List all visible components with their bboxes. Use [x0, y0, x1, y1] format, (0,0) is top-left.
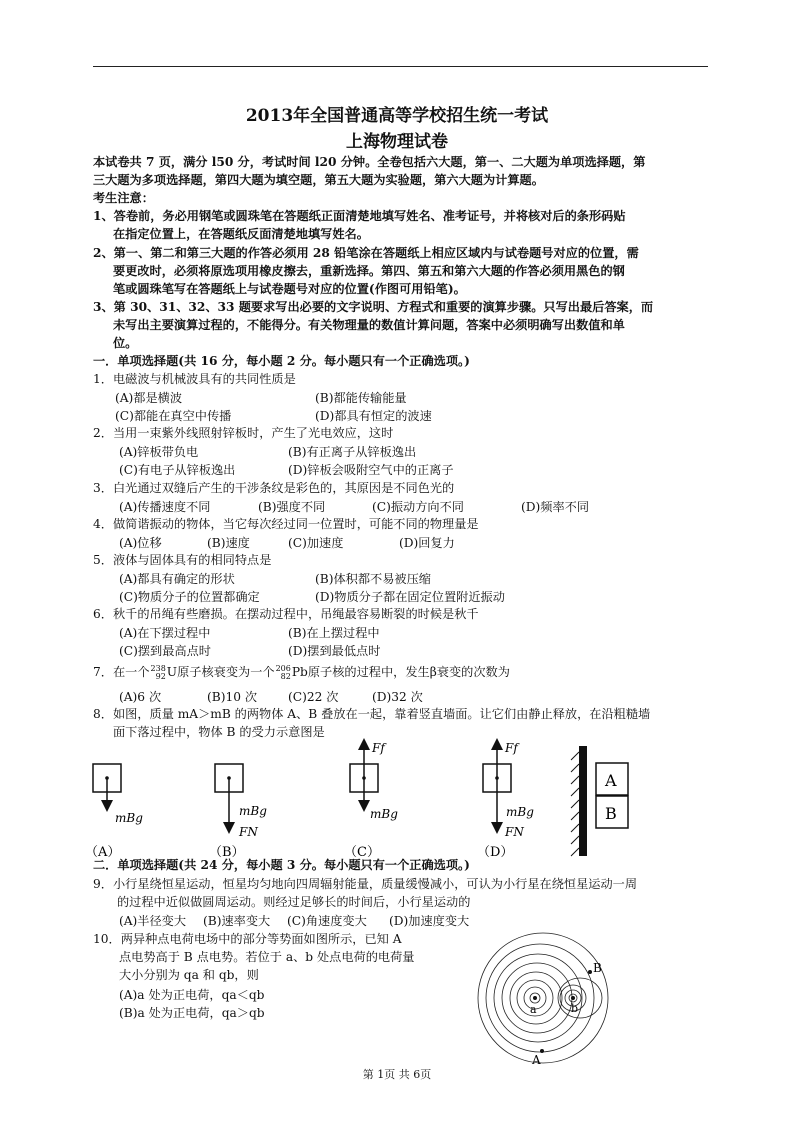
question-stem: 5．液体与固体具有的相同特点是: [93, 553, 272, 567]
option-a[interactable]: (A)都是横波: [115, 391, 183, 405]
question-stem: 7．在一个238 92U原子核衰变为一个206 82Pb原子核的过程中，发生β衰变的次数为: [93, 663, 510, 681]
intro-line: 3、第 30、31、32、33 题要求写出必要的文字说明、方程式和重要的演算步骤。只写出最后答案，而: [93, 300, 654, 314]
intro-line: 未写出主要演算过程的，不能得分。有关物理量的数值计算问题，答案中必须明确写出数值和单: [113, 318, 625, 332]
option-a[interactable]: (A)传播速度不同: [119, 500, 211, 514]
wall-blocks-figure: [571, 746, 628, 856]
option-a[interactable]: (A)位移: [119, 536, 162, 550]
question-stem: 8．如图，质量 mA＞mB 的两物体 A、B 叠放在一起，靠着竖直墙面。让它们由静止释放，在沿粗糙墙: [93, 707, 651, 721]
question-stem: 面下落过程中，物体 B 的受力示意图是: [113, 725, 325, 739]
intro-line: 本试卷共 7 页，满分 l50 分，考试时间 l20 分钟。全卷包括六大题，第一、二大题为单项选择题，第: [93, 155, 646, 169]
svg-text:FN: FN: [505, 825, 524, 839]
option-a[interactable]: (A)在下摆过程中: [119, 626, 211, 640]
question-stem: 9．小行星绕恒星运动，恒星均匀地向四周辐射能量，质量缓慢减小，可认为小行星在绕恒星运动一周: [93, 877, 638, 891]
intro-line: 要更改时，必须将原选项用橡皮擦去，重新选择。第四、第五和第六大题的作答必须用黑色的钢: [113, 264, 625, 278]
svg-text:a: a: [530, 1003, 537, 1016]
option-b[interactable]: (B)有正离子从锌板逸出: [288, 445, 417, 459]
question-stem: 6．秋千的吊绳有些磨损。在摆动过程中，吊绳最容易断裂的时候是秋千: [93, 607, 479, 621]
option-d[interactable]: (D)锌板会吸附空气中的正离子: [288, 463, 454, 477]
question-stem: 4．做简谐振动的物体，当它每次经过同一位置时，可能不同的物理量是: [93, 517, 479, 531]
svg-text:B: B: [593, 961, 602, 975]
question-stem: 的过程中近似做圆周运动。则经过足够长的时间后，小行星运动的: [117, 895, 471, 909]
nuclide-u-indices: 238 92: [150, 663, 166, 681]
option-a[interactable]: (A)a 处为正电荷，qa＜qb: [119, 988, 265, 1002]
option-b[interactable]: (B)a 处为正电荷，qa＞qb: [119, 1006, 265, 1020]
option-b[interactable]: (B)在上摆过程中: [288, 626, 380, 640]
equipotential-figure: [460, 926, 640, 1066]
diagram-b[interactable]: [209, 764, 267, 858]
option-a[interactable]: (A)6 次: [119, 690, 162, 704]
svg-text:（A）: （A）: [85, 845, 121, 858]
svg-text:mBg: mBg: [370, 807, 398, 821]
svg-text:A: A: [532, 1053, 541, 1066]
intro-line: 位。: [113, 336, 138, 350]
option-c[interactable]: (C)有电子从锌板逸出: [119, 463, 236, 477]
nuclide-pb-indices: 206 82: [275, 663, 291, 681]
question-stem: 2．当用一束紫外线照射锌板时，产生了光电效应，这时: [93, 426, 394, 440]
option-d[interactable]: (D)频率不同: [521, 500, 590, 514]
option-c[interactable]: (C)22 次: [288, 690, 339, 704]
svg-text:Ff: Ff: [372, 741, 385, 755]
option-b[interactable]: (B)速度: [207, 536, 250, 550]
option-c[interactable]: (C)角速度变大: [287, 914, 367, 928]
exam-title: 2013年全国普通高等学校招生统一考试: [245, 106, 549, 126]
intro-line: 在指定位置上，在答题纸反面清楚地填写姓名。: [113, 227, 369, 241]
question-stem: 10．两异种点电荷电场中的部分等势面如图所示，已知 A: [93, 932, 402, 946]
question-stem: 1．电磁波与机械波具有的共同性质是: [93, 372, 296, 386]
svg-text:b: b: [571, 1002, 579, 1015]
svg-text:FN: FN: [239, 825, 258, 839]
svg-text:mBg: mBg: [239, 804, 267, 818]
question-stem: 3．白光通过双缝后产生的干涉条纹是彩色的，其原因是不同色光的: [93, 481, 455, 495]
option-c[interactable]: (C)物质分子的位置都确定: [119, 590, 260, 604]
section-heading: 二．单项选择题(共 24 分，每小题 3 分。每小题只有一个正确选项。): [93, 858, 470, 872]
force-diagrams: [85, 738, 645, 858]
option-b[interactable]: (B)体积都不易被压缩: [315, 572, 431, 586]
option-d[interactable]: (D)回复力: [399, 536, 455, 550]
option-d[interactable]: (D)都具有恒定的波速: [315, 409, 432, 423]
page-footer: 第 1页 共 6页: [362, 1068, 432, 1081]
option-a[interactable]: (A)锌板带负电: [119, 445, 199, 459]
option-b[interactable]: (B)强度不同: [258, 500, 326, 514]
diagram-a[interactable]: [85, 764, 143, 858]
intro-line: 笔或圆珠笔写在答题纸上与试卷题号对应的位置(作图可用铅笔)。: [113, 282, 466, 296]
intro-line: 三大题为多项选择题，第四大题为填空题，第五大题为实验题，第六大题为计算题。: [93, 173, 544, 187]
option-b[interactable]: (B)10 次: [207, 690, 258, 704]
option-b[interactable]: (B)速率变大: [203, 914, 271, 928]
option-c[interactable]: (C)加速度: [288, 536, 344, 550]
exam-subtitle: 上海物理试卷: [346, 132, 448, 152]
question-stem: 大小分别为 qa 和 qb，则: [119, 968, 259, 982]
option-d[interactable]: (D)加速度变大: [389, 914, 470, 928]
option-c[interactable]: (C)都能在真空中传播: [115, 409, 232, 423]
svg-text:（B）: （B）: [209, 845, 245, 858]
option-d[interactable]: (D)摆到最低点时: [288, 644, 381, 658]
svg-text:mBg: mBg: [506, 805, 534, 819]
svg-text:B: B: [605, 804, 617, 823]
option-d[interactable]: (D)32 次: [372, 690, 423, 704]
option-a[interactable]: (A)都具有确定的形状: [119, 572, 235, 586]
svg-text:A: A: [605, 771, 617, 790]
option-a[interactable]: (A)半径变大: [119, 914, 187, 928]
intro-line: 考生注意：: [93, 191, 154, 205]
question-stem: 点电势高于 B 点电势。若位于 a、b 处点电荷的电荷量: [119, 950, 415, 964]
diagram-c[interactable]: [344, 741, 398, 858]
option-d[interactable]: (D)物质分子都在固定位置附近振动: [315, 590, 505, 604]
svg-text:Ff: Ff: [505, 741, 518, 755]
option-b[interactable]: (B)都能传输能量: [315, 391, 407, 405]
svg-text:（D）: （D）: [477, 845, 514, 858]
option-c[interactable]: (C)摆到最高点时: [119, 644, 211, 658]
section-heading: 一．单项选择题(共 16 分，每小题 2 分。每小题只有一个正确选项。): [93, 354, 470, 368]
svg-text:（C）: （C）: [344, 845, 380, 858]
intro-line: 1、答卷前，务必用钢笔或圆珠笔在答题纸正面清楚地填写姓名、准考证号，并将核对后的条形码贴: [93, 209, 626, 223]
intro-line: 2、第一、第二和第三大题的作答必须用 28 铅笔涂在答题纸上相应区域内与试卷题号对应的位置，需: [93, 246, 639, 260]
svg-text:mBg: mBg: [115, 811, 143, 825]
option-c[interactable]: (C)振动方向不同: [372, 500, 464, 514]
header-rule: [93, 66, 708, 67]
diagram-d[interactable]: [477, 741, 534, 858]
